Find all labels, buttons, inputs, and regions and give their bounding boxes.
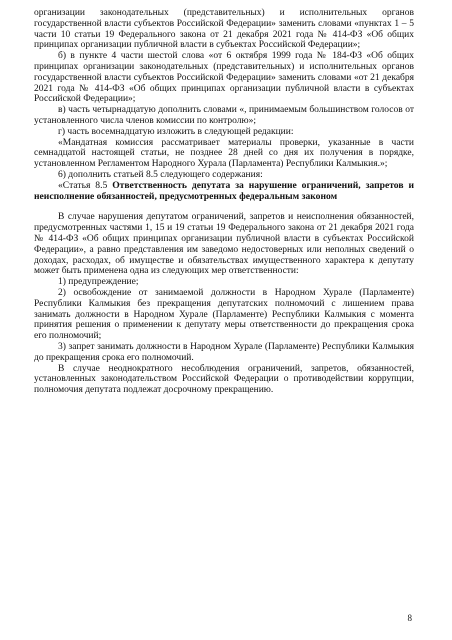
page-number: 8 — [407, 613, 412, 623]
paragraph-continuation: организации законодательных (представительных) и исполнительных органов государственной власти субъектов Российской Федерации» заменить словами «пунктах 1 – 5 части 10 статьи 19 Федерального закона от 21 декабря 2021 года № 414-ФЗ «Об общих принципах организации публичной власти в субъектах Российской Федерации»; — [34, 8, 414, 51]
article-title-prefix: «Статья 8.5 — [58, 179, 113, 191]
paragraph-g: г) часть восемнадцатую изложить в следующей редакции: — [58, 126, 294, 137]
measure-item-1: 1) предупреждение; — [58, 277, 139, 288]
document-body — [34, 8, 414, 396]
article-body-paragraph: В случае нарушения депутатом ограничений, запретов и неисполнения обязанностей, предусмотренных частями 1, 15 и 19 статьи 19 Федерального закона от 21 декабря 2021 года № 414-ФЗ «Об общих принципах организации публичной власти в субъектах Российской Федерации», а равно представления им заведомо недостоверных или неполных сведений о доходах, расходах, об имуществе и обязательствах имущественного характера к депутату может быть применена одна из следующих мер ответственности: — [34, 212, 414, 277]
paragraph-v: в) часть четырнадцатую дополнить словами «, принимаемым большинством голосов от установленного числа членов комиссии по контролю»; — [34, 105, 414, 126]
paragraph-item-6: 6) дополнить статьей 8.5 следующего содержания: — [58, 169, 263, 180]
article-title-bold: Ответственность депутата за нарушение ограничений, запретов и неисполнение обязанностей, предусмотренных федеральным законом — [34, 179, 414, 202]
measure-item-2: 2) освобождение от занимаемой должности в Народном Хурале (Парламенте) Республики Калмыкия без прекращения депутатских полномочий с лишением права занимать должности в Народном Хурале (Парламенте) Республики Калмыкия с момента принятия решения о применении к депутату меры ответственности до прекращения срока его полномочий; — [34, 287, 414, 342]
measure-item-3: 3) запрет занимать должности в Народном Хурале (Парламенте) Республики Калмыкия до прекращения срока его полномочий. — [34, 341, 414, 363]
closing-paragraph: В случае неоднократного несоблюдения ограничений, запретов, обязанностей, установленных законодательством Российской Федерации о противодействии коррупции, полномочия депутата подлежат досрочному прекращению. — [34, 363, 414, 396]
paragraph-b: б) в пункте 4 части шестой слова «от 6 октября 1999 года № 184-ФЗ «Об общих принципах организации законодательных (представительных) и исполнительных органов государственной власти субъектов Российской Федерации» заменить словами «от 21 декабря 2021 года № 414-ФЗ «Об общих принципах организации публичной власти в субъектах Российской Федерации»; — [34, 51, 414, 105]
article-title — [34, 181, 414, 203]
paragraph-quote: «Мандатная комиссия рассматривает материалы проверки, указанные в части семнадцатой настоящей статьи, не позднее 28 дней со дня их получения в порядке, установленном Регламентом Народного Хурала (Парламента) Республики Калмыкия.»; — [34, 137, 414, 170]
